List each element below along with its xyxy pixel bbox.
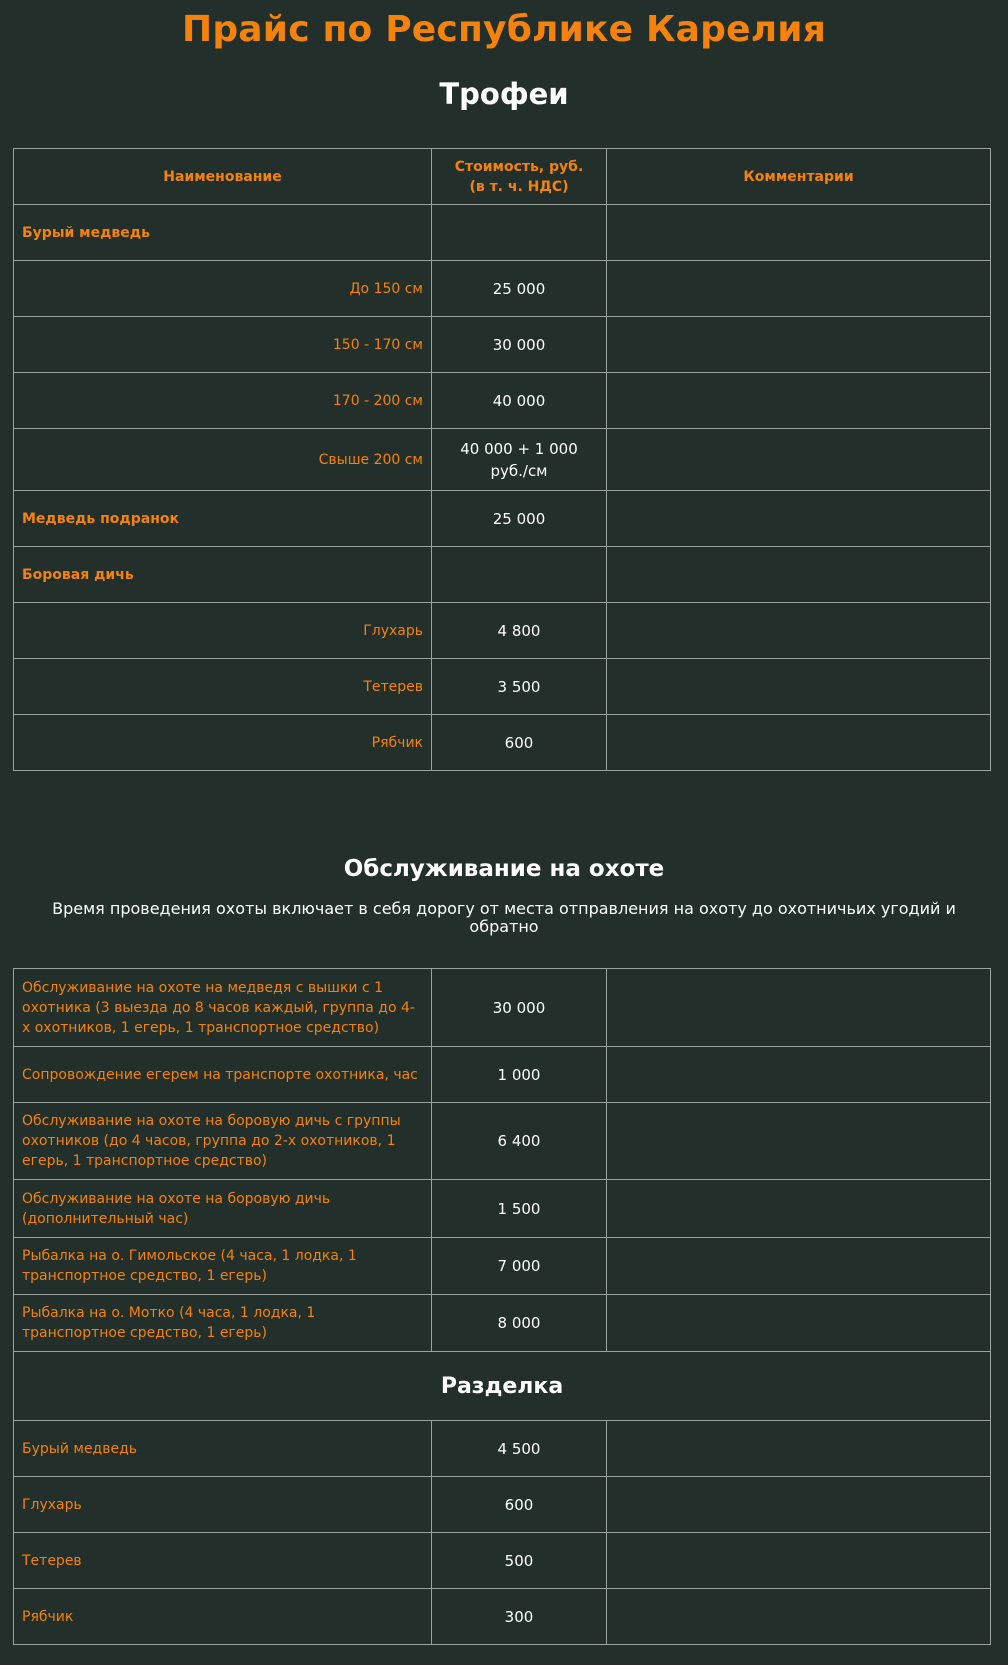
row-price	[432, 547, 607, 603]
table-row	[14, 1103, 991, 1180]
row-price: 4 800	[432, 603, 607, 659]
header-price-line1: Стоимость, руб.	[454, 158, 584, 175]
table-row	[14, 1295, 991, 1352]
row-name: 150 - 170 см	[14, 317, 432, 373]
row-name: Обслуживание на охоте на боровую дичь с группы охотников (до 4 часов, группа до 2-х охотников, 1 егерь, 1 транспортное средство)	[14, 1103, 432, 1180]
header-price-line2: (в т. ч. НДС)	[469, 178, 569, 195]
row-price: 1 000	[432, 1047, 607, 1103]
table-row	[14, 373, 991, 429]
row-price: 7 000	[432, 1238, 607, 1295]
table-row	[14, 1180, 991, 1238]
page-title: Прайс по Республике Карелия	[181, 8, 827, 50]
row-name: Рыбалка на о. Гимольское (4 часа, 1 лодка, 1 транспортное средство, 1 егерь)	[14, 1238, 432, 1295]
row-name: Обслуживание на охоте на боровую дичь (дополнительный час)	[14, 1180, 432, 1238]
row-comment	[607, 429, 991, 491]
row-price: 40 000	[432, 373, 607, 429]
row-name: Рябчик	[14, 715, 432, 771]
row-price: 600	[432, 715, 607, 771]
row-price: 1 500	[432, 1180, 607, 1238]
row-name: Тетерев	[14, 659, 432, 715]
row-comment	[607, 1103, 991, 1180]
table-row	[14, 261, 991, 317]
trophies-header-row	[14, 149, 991, 205]
row-name: Сопровождение егерем на транспорте охотника, час	[14, 1047, 432, 1103]
row-price: 6 400	[432, 1103, 607, 1180]
service-table	[13, 968, 991, 1645]
table-row	[14, 603, 991, 659]
table-row	[14, 205, 991, 261]
table-row	[14, 1477, 991, 1533]
row-name: Бурый медведь	[14, 1421, 432, 1477]
row-price: 30 000	[432, 317, 607, 373]
row-comment	[607, 1533, 991, 1589]
trophies-table	[13, 148, 991, 771]
row-name: Бурый медведь	[14, 205, 432, 261]
row-price: 25 000	[432, 491, 607, 547]
row-comment	[607, 1421, 991, 1477]
table-row	[14, 1238, 991, 1295]
table-row	[14, 715, 991, 771]
row-price: 4 500	[432, 1421, 607, 1477]
row-comment	[607, 715, 991, 771]
butchering-heading-row	[14, 1352, 991, 1421]
row-name: Боровая дичь	[14, 547, 432, 603]
row-comment	[607, 205, 991, 261]
table-row	[14, 1047, 991, 1103]
row-name: Глухарь	[14, 1477, 432, 1533]
row-price: 500	[432, 1533, 607, 1589]
row-comment	[607, 373, 991, 429]
row-name: Рыбалка на о. Мотко (4 часа, 1 лодка, 1 транспортное средство, 1 егерь)	[14, 1295, 432, 1352]
row-comment	[607, 1477, 991, 1533]
header-price	[432, 149, 607, 205]
row-comment	[607, 1047, 991, 1103]
table-row	[14, 1533, 991, 1589]
row-comment	[607, 1589, 991, 1645]
row-comment	[607, 317, 991, 373]
table-row	[14, 491, 991, 547]
row-comment	[607, 547, 991, 603]
table-row	[14, 1421, 991, 1477]
header-comments: Комментарии	[607, 149, 991, 205]
row-name: 170 - 200 см	[14, 373, 432, 429]
row-comment	[607, 1295, 991, 1352]
row-price: 300	[432, 1589, 607, 1645]
row-comment	[607, 261, 991, 317]
table-row	[14, 547, 991, 603]
row-price: 25 000	[432, 261, 607, 317]
row-price	[432, 205, 607, 261]
table-row	[14, 1589, 991, 1645]
header-name: Наименование	[14, 149, 432, 205]
service-title: Обслуживание на охоте	[343, 856, 665, 882]
row-name: Свыше 200 см	[14, 429, 432, 491]
row-name: Глухарь	[14, 603, 432, 659]
row-name: Медведь подранок	[14, 491, 432, 547]
row-comment	[607, 969, 991, 1047]
service-note: Время проведения охоты включает в себя дорогу от места отправления на охоту до охотничьих угодий и обратно	[52, 899, 956, 936]
trophies-title: Трофеи	[439, 77, 569, 111]
table-row	[14, 317, 991, 373]
row-price: 30 000	[432, 969, 607, 1047]
row-comment	[607, 1238, 991, 1295]
row-price: 3 500	[432, 659, 607, 715]
butchering-title: Разделка	[14, 1352, 991, 1421]
table-row	[14, 659, 991, 715]
row-price: 8 000	[432, 1295, 607, 1352]
row-comment	[607, 603, 991, 659]
row-name: Тетерев	[14, 1533, 432, 1589]
row-name: Рябчик	[14, 1589, 432, 1645]
row-price: 600	[432, 1477, 607, 1533]
table-row	[14, 969, 991, 1047]
row-comment	[607, 659, 991, 715]
row-name: До 150 см	[14, 261, 432, 317]
row-comment	[607, 1180, 991, 1238]
row-comment	[607, 491, 991, 547]
table-row	[14, 429, 991, 491]
row-name: Обслуживание на охоте на медведя с вышки с 1 охотника (3 выезда до 8 часов каждый, группа до 4-х охотников, 1 егерь, 1 транспортное средство)	[14, 969, 432, 1047]
row-price: 40 000 + 1 000 руб./см	[432, 429, 607, 491]
